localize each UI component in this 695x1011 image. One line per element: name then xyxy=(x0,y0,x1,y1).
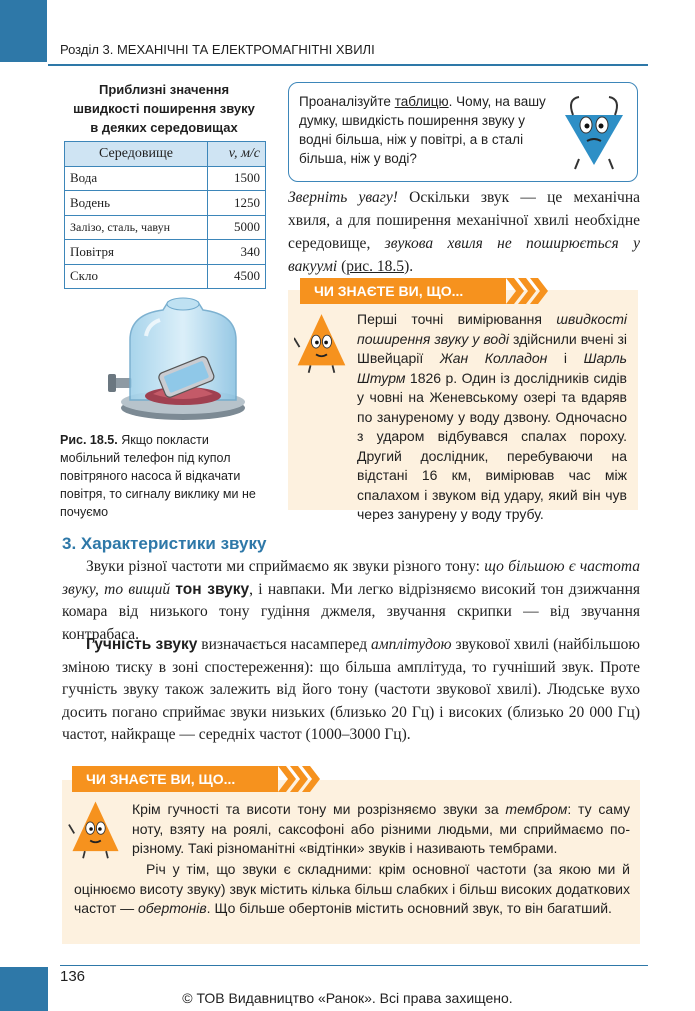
medium-cell: Скло xyxy=(65,264,208,289)
question-mascot-icon xyxy=(559,93,629,173)
paragraph-emphasis: що більшою є частота звуку, то вищий xyxy=(62,558,640,598)
header-rule xyxy=(48,64,648,66)
speed-cell: 5000 xyxy=(208,215,266,240)
figure-ref-link[interactable]: рис. 18.5 xyxy=(346,258,405,275)
copyright-notice: © ТОВ Видавництво «Ранок». Всі права захищено. xyxy=(182,990,513,1006)
paragraph-part: звукової хвилі (найбільшою зміною тиску в зоні спостереження): що більша амплітуда, то гучніший звук. Проте гучність звуку також залежить від його тону (частоти звукової хвилі). Людське вухо досить погано сприймає звуки низьких (близько 20 Гц) і високих (близько 20 000 Гц) частот, найкраще — середніх частот (1000–3000 Гц). xyxy=(62,636,640,743)
speed-cell: 4500 xyxy=(208,264,266,289)
question-text xyxy=(299,92,561,168)
paragraph-part: , і навпаки. Ми легко відрізняємо високий тон дзижчання комара від низького тону гудіння джмеля, звучання скрипки — від звучання контрабаса. xyxy=(62,580,640,643)
medium-cell: Повітря xyxy=(65,240,208,265)
info-mascot-icon xyxy=(68,798,123,860)
figure-caption xyxy=(60,431,270,521)
table-row xyxy=(65,191,266,216)
table-caption-line: швидкості поширення звуку xyxy=(73,101,255,116)
section-title: 3. Характеристики звуку xyxy=(62,534,267,553)
did-you-know-banner xyxy=(72,766,278,792)
paragraph-part: визначається насамперед xyxy=(197,636,371,653)
dyk-emphasis: тембром xyxy=(505,801,568,817)
dyk-emphasis: Шарль Штурм xyxy=(357,350,627,386)
col-speed-label: v, м/с xyxy=(228,145,260,161)
dyk-text-part: Крім гучності та висоти тону ми розрізняємо звуки за xyxy=(132,801,506,817)
page-number: 136 xyxy=(60,968,86,985)
paragraph-loudness xyxy=(62,634,640,747)
dyk-emphasis: обертонів xyxy=(138,900,207,916)
paragraph-part: Звуки різної частоти ми сприймаємо як звуки різного тону: xyxy=(86,558,485,575)
medium-cell: Водень xyxy=(65,191,208,216)
did-you-know-text xyxy=(132,800,630,859)
col-medium-header: Середовище xyxy=(65,142,208,167)
dyk-emphasis: Жан Колладон xyxy=(439,350,548,366)
chevron-arrows-icon xyxy=(278,766,328,792)
paragraph-pitch xyxy=(62,556,640,646)
did-you-know-banner xyxy=(300,278,506,304)
attention-emphasis: звукова хвиля не поширюється у вакуумі xyxy=(288,235,640,275)
chevron-arrows-icon xyxy=(506,278,556,304)
speed-cell: 340 xyxy=(208,240,266,265)
attention-text: Оскільки звук — це механічна хвиля, а для поширення механічної хвилі необхідне середовище, xyxy=(288,189,640,252)
did-you-know-text xyxy=(357,310,627,525)
table-row xyxy=(65,215,266,240)
figure-caption-text: Якщо покласти мобільний телефон під купол повітряного насоса й відкачати повітря, то сигналу виклику ми не почуємо xyxy=(60,433,256,519)
table-caption-line: Приблизні значення xyxy=(98,82,230,97)
paragraph-emphasis: амплітудою xyxy=(370,636,452,653)
dyk-text-part: . Що більше обертонів містить основний звук, то він багатший. xyxy=(206,900,612,916)
running-header: Розділ 3. МЕХАНІЧНІ ТА ЕЛЕКТРОМАГНІТНІ ХВИЛІ xyxy=(60,42,375,57)
medium-cell: Вода xyxy=(65,166,208,191)
table-row xyxy=(65,240,266,265)
table-caption-line: в деяких середовищах xyxy=(90,120,238,135)
term-bold: Гучність звуку xyxy=(86,636,198,653)
table-header-row xyxy=(65,142,266,167)
figure-label: Рис. 18.5. xyxy=(60,433,118,447)
table-caption xyxy=(60,80,268,137)
table-link[interactable]: таблицю xyxy=(394,94,449,109)
term-bold: тон звуку xyxy=(175,580,250,598)
attention-paragraph: Зверніть увагу! Оскільки звук — це механічна хвиля, а для поширення механічної хвилі необхідне середовище, звукова хвиля не поширюється у вакуумі (рис. 18.5). xyxy=(288,189,640,275)
table-row xyxy=(65,264,266,289)
dyk-text-part: Перші точні вимірювання xyxy=(357,311,557,327)
did-you-know-title: ЧИ ЗНАЄТЕ ВИ, ЩО... xyxy=(86,771,236,787)
speed-cell: 1250 xyxy=(208,191,266,216)
speed-cell: 1500 xyxy=(208,166,266,191)
info-mascot-icon xyxy=(294,310,349,375)
medium-cell: Залізо, сталь, чавун xyxy=(65,215,208,240)
dyk-text-part: : ту саму ноту, взяту на роялі, саксофоні або різними людьми, ми сприймаємо по-різному. Такі різноманітні «відтінки» звуків і називають тембрами. xyxy=(132,801,630,856)
dyk-text-part: і xyxy=(547,350,584,366)
dyk-text-part: здійснили вчені зі Швейцарії xyxy=(357,330,627,366)
did-you-know-text xyxy=(74,860,630,919)
dyk-text-part: Річ у тім, що звуки є складними: крім основної частоти (за якою ми й оцінюємо висоту звуку) звук містить кілька більш слабких і більш високих додаткових частот — xyxy=(74,861,630,916)
question-box xyxy=(288,82,638,182)
dyk-emphasis: швидкості поширення звуку у воді xyxy=(357,311,627,347)
footer-rule xyxy=(60,965,648,966)
attention-lead: Зверніть увагу! xyxy=(288,189,398,206)
corner-tab xyxy=(0,0,47,62)
col-speed-header xyxy=(208,142,266,167)
bell-jar-phone-illustration xyxy=(108,296,258,426)
question-part: . Чому, на вашу думку, швидкість поширення звуку у водні більша, ніж у повітрі, а в сталі більша, ніж у воді? xyxy=(299,94,546,166)
question-part: Проаналізуйте xyxy=(299,94,395,109)
table-row xyxy=(65,166,266,191)
did-you-know-title: ЧИ ЗНАЄТЕ ВИ, ЩО... xyxy=(314,283,464,299)
dyk-text-part: 1826 р. Один із дослідників сидів у човні на Женевському озері та вдаряв по зануреному у воду дзвону. Одночасно з ударом відбувався спалах пороху. Другий дослідник, перебуваючи на відстані 16 км, вимірював час між спалахом і звуком від удару, який він чув через занурену у воду трубу. xyxy=(357,369,627,522)
sound-speed-table xyxy=(64,141,266,289)
